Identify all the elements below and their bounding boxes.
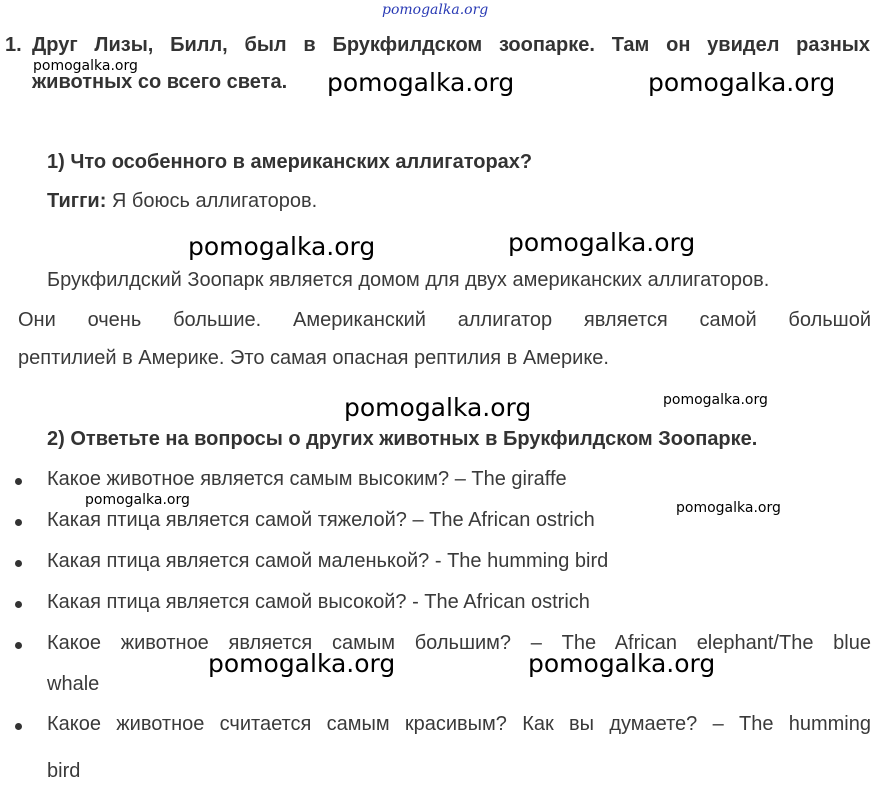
speech-text: Я боюсь аллигаторов. [106,190,318,212]
list-item: Какое животное считается самым красивым? Как вы думаете? – The humming [47,713,871,735]
watermark: pomogalka.org [663,392,768,408]
watermark: pomogalka.org [327,68,515,97]
speaker-name: Тигги: [47,190,107,212]
bullet [15,478,22,485]
watermark: pomogalka.org [208,649,396,678]
list-item: Какая птица является самой маленькой? - The humming bird [47,550,609,572]
task-text-line1: Друг Лизы, Билл, был в Брукфилдском зоопарке. Там он увидел разных [32,34,870,56]
watermark: pomogalka.org [528,649,716,678]
watermark-top: pomogalka.org [382,2,489,18]
bullet [15,642,22,649]
bullet [15,601,22,608]
list-item-continuation: whale [47,673,100,695]
list-item: Какое животное является самым высоким? – The giraffe [47,468,567,490]
paragraph-line-2: Они очень большие. Американский аллигатор является самой большой [18,309,871,331]
task-number: 1. [5,34,22,56]
watermark: pomogalka.org [85,492,190,508]
paragraph-line-1: Брукфилдский Зоопарк является домом для двух американских аллигаторов. [47,269,770,291]
list-item: Какая птица является самой высокой? - The African ostrich [47,591,590,613]
task-text-line2: животных со всего света. [32,71,288,93]
dialogue-line [47,190,317,213]
section2-title: 2) Ответьте на вопросы о других животных в Брукфилдском Зоопарке. [47,428,758,450]
bullet [15,519,22,526]
section1-title: 1) Что особенного в американских аллигаторах? [47,151,533,173]
list-item: Какая птица является самой тяжелой? – The African ostrich [47,509,595,531]
watermark: pomogalka.org [648,68,836,97]
list-item-continuation: bird [47,760,81,782]
watermark: pomogalka.org [33,58,138,74]
bullet [15,723,22,730]
watermark: pomogalka.org [508,228,696,257]
paragraph-line-3: рептилией в Америке. Это самая опасная рептилия в Америке. [18,347,609,369]
watermark: pomogalka.org [188,232,376,261]
watermark: pomogalka.org [344,393,532,422]
list-item: Какое животное является самым большим? – The African elephant/The blue [47,632,871,654]
watermark: pomogalka.org [676,500,781,516]
bullet [15,560,22,567]
